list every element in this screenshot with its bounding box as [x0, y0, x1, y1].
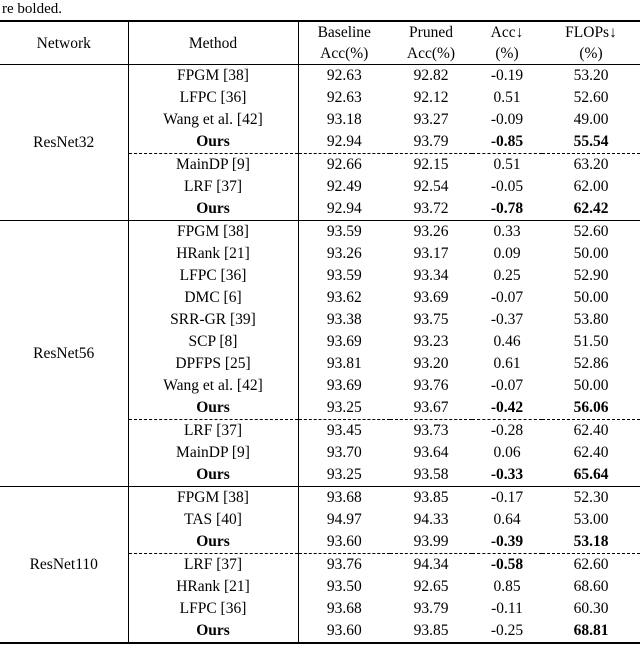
cell-baseline: 93.38: [326, 311, 362, 328]
cell-method: SRR-GR [39]: [128, 309, 298, 331]
header-flops-drop-unit: (%): [579, 45, 603, 62]
header-baseline-acc: Baseline: [317, 24, 371, 41]
cell-flops: 53.80: [573, 311, 609, 328]
cell-baseline: 92.94: [298, 131, 390, 154]
cell-flops: 56.06: [542, 397, 640, 420]
cell-pruned: 93.58: [413, 466, 449, 483]
cell-baseline: 93.59: [326, 267, 362, 284]
caption-text: re bolded.: [2, 1, 62, 17]
header-flops-drop: FLOPs↓: [565, 24, 617, 41]
cell-flops: 52.30: [573, 489, 609, 506]
network-group: [0, 487, 640, 644]
cell-baseline: 93.69: [326, 377, 362, 394]
cell-acc_drop: -0.37: [490, 311, 524, 328]
cell-pruned: 94.34: [413, 556, 449, 573]
cell-baseline: 93.68: [326, 489, 362, 506]
cell-pruned: 93.67: [390, 397, 472, 420]
network-group: [0, 65, 640, 221]
cell-pruned: 93.23: [413, 333, 449, 350]
cell-baseline: 93.69: [326, 333, 362, 350]
cell-flops: 62.42: [573, 200, 609, 217]
cell-pruned: 93.76: [413, 377, 449, 394]
cell-flops: 52.60: [573, 89, 609, 106]
cell-acc_drop: 0.09: [493, 245, 521, 262]
cell-pruned: 93.69: [413, 289, 449, 306]
cell-acc_drop: -0.58: [490, 556, 524, 573]
cell-acc_drop: 0.85: [493, 578, 521, 595]
cell-acc_drop: -0.39: [472, 531, 542, 554]
cell-pruned: 93.27: [413, 111, 449, 128]
cell-pruned: 92.12: [413, 89, 449, 106]
network-name: ResNet110: [0, 487, 128, 644]
cell-baseline: 93.25: [326, 466, 362, 483]
cell-method: Ours: [128, 531, 298, 554]
header-row-1: [0, 21, 640, 43]
cell-acc_drop: -0.07: [490, 377, 524, 394]
cell-method: LFPC [36]: [128, 265, 298, 287]
cell-baseline: 93.81: [326, 355, 362, 372]
cell-method: LRF [37]: [128, 176, 298, 198]
cell-baseline: 93.26: [326, 245, 362, 262]
cell-flops: 65.64: [573, 466, 609, 483]
cell-baseline: 93.62: [326, 289, 362, 306]
cell-baseline: 93.70: [326, 444, 362, 461]
cell-pruned: 93.75: [413, 311, 449, 328]
cell-method: LRF [37]: [128, 420, 298, 443]
network-name: ResNet56: [0, 221, 128, 487]
cell-pruned: 93.34: [413, 267, 449, 284]
cell-acc_drop: 0.46: [493, 333, 521, 350]
cell-flops: 52.90: [573, 267, 609, 284]
cell-acc_drop: -0.19: [490, 67, 524, 84]
cell-baseline: 92.94: [326, 200, 362, 217]
cell-method: FPGM [38]: [128, 487, 298, 510]
cell-baseline: 93.76: [326, 556, 362, 573]
cell-acc_drop: 0.51: [493, 156, 521, 173]
cell-baseline: 92.63: [326, 67, 362, 84]
cell-acc_drop: 0.33: [493, 223, 521, 240]
cell-flops: 53.18: [542, 531, 640, 554]
cell-baseline: 93.18: [326, 111, 362, 128]
cell-pruned: 92.82: [413, 67, 449, 84]
cell-pruned: 93.85: [413, 622, 449, 639]
network-group: [0, 221, 640, 487]
cell-flops: 62.60: [573, 556, 609, 573]
network-name: ResNet32: [0, 65, 128, 221]
cell-method: LFPC [36]: [128, 87, 298, 109]
cell-method: MainDP [9]: [128, 442, 298, 464]
cell-acc_drop: -0.07: [490, 289, 524, 306]
cell-method: FPGM [38]: [128, 65, 298, 88]
header-acc-drop: Acc↓: [490, 24, 524, 41]
table-header: [0, 21, 640, 65]
cell-method: Ours: [128, 464, 298, 487]
cell-flops: 52.60: [573, 223, 609, 240]
cell-baseline: 93.60: [298, 531, 390, 554]
cell-acc_drop: -0.11: [491, 600, 523, 617]
cell-method: Ours: [128, 198, 298, 221]
cell-flops: 53.20: [573, 67, 609, 84]
cell-acc_drop: -0.17: [490, 489, 524, 506]
cell-method: Ours: [128, 620, 298, 643]
cell-flops: 62.40: [573, 422, 609, 439]
cell-baseline: 92.49: [326, 178, 362, 195]
cell-method: HRank [21]: [128, 576, 298, 598]
cell-baseline: 92.66: [326, 156, 362, 173]
cell-method: MainDP [9]: [128, 154, 298, 177]
cell-acc_drop: -0.78: [490, 200, 524, 217]
cell-acc_drop: 0.61: [493, 355, 521, 372]
cell-acc_drop: 0.51: [493, 89, 521, 106]
results-table: [0, 20, 640, 644]
cell-pruned: 93.72: [413, 200, 449, 217]
cell-pruned: 93.64: [413, 444, 449, 461]
cell-method: LRF [37]: [128, 554, 298, 577]
cell-baseline: 93.25: [298, 397, 390, 420]
cell-pruned: 93.79: [390, 131, 472, 154]
cell-method: TAS [40]: [128, 509, 298, 531]
cell-method: Ours: [128, 397, 298, 420]
cell-method: FPGM [38]: [128, 221, 298, 244]
cell-pruned: 93.85: [413, 489, 449, 506]
cell-pruned: 92.15: [413, 156, 449, 173]
cell-method: SCP [8]: [128, 331, 298, 353]
header-pruned-acc: Pruned: [409, 24, 453, 41]
header-pruned-acc-unit: Acc(%): [406, 45, 456, 62]
cell-method: Wang et al. [42]: [128, 109, 298, 131]
cell-flops: 50.00: [573, 289, 609, 306]
cell-flops: 53.00: [573, 511, 609, 528]
table-row: [0, 487, 640, 510]
cell-pruned: 93.99: [390, 531, 472, 554]
cell-pruned: 93.73: [413, 422, 449, 439]
header-baseline-acc-unit: Acc(%): [320, 45, 369, 62]
cell-acc_drop: -0.05: [490, 178, 524, 195]
header-acc-drop-unit: (%): [495, 45, 519, 62]
cell-flops: 68.81: [573, 622, 609, 639]
cell-baseline: 93.59: [326, 223, 362, 240]
cell-method: Wang et al. [42]: [128, 375, 298, 397]
cell-method: DPFPS [25]: [128, 353, 298, 375]
cell-acc_drop: -0.33: [490, 466, 524, 483]
cell-pruned: 92.65: [413, 578, 449, 595]
cell-acc_drop: 0.25: [493, 267, 521, 284]
cell-baseline: 93.60: [326, 622, 362, 639]
cell-pruned: 93.20: [413, 355, 449, 372]
cell-method: DMC [6]: [128, 287, 298, 309]
cell-flops: 49.00: [573, 111, 609, 128]
cell-flops: 50.00: [573, 245, 609, 262]
cell-acc_drop: -0.42: [472, 397, 542, 420]
cell-flops: 63.20: [573, 156, 609, 173]
cell-baseline: 93.45: [326, 422, 362, 439]
cell-method: Ours: [128, 131, 298, 154]
table-row: [0, 65, 640, 88]
cell-flops: 52.86: [573, 355, 609, 372]
cell-acc_drop: -0.09: [490, 111, 524, 128]
cell-pruned: 92.54: [413, 178, 449, 195]
cell-flops: 62.40: [573, 444, 609, 461]
cell-flops: 60.30: [573, 600, 609, 617]
cell-acc_drop: 0.64: [493, 511, 521, 528]
cell-method: HRank [21]: [128, 243, 298, 265]
cell-pruned: 93.79: [413, 600, 449, 617]
table-row: [0, 221, 640, 244]
cell-acc_drop: -0.28: [490, 422, 524, 439]
cell-method: LFPC [36]: [128, 598, 298, 620]
cell-baseline: 94.97: [326, 511, 362, 528]
cell-pruned: 93.17: [413, 245, 449, 262]
cell-baseline: 93.50: [326, 578, 362, 595]
cell-flops: 68.60: [573, 578, 609, 595]
cell-flops: 62.00: [573, 178, 609, 195]
cell-pruned: 94.33: [413, 511, 449, 528]
cell-pruned: 93.26: [413, 223, 449, 240]
cell-flops: 55.54: [542, 131, 640, 154]
cell-flops: 50.00: [573, 377, 609, 394]
cell-flops: 51.50: [573, 333, 609, 350]
cell-baseline: 93.68: [326, 600, 362, 617]
cell-acc_drop: -0.85: [472, 131, 542, 154]
cell-acc_drop: -0.25: [490, 622, 524, 639]
cell-acc_drop: 0.06: [493, 444, 521, 461]
header-network: Network: [0, 21, 128, 65]
header-method: Method: [128, 21, 298, 65]
cell-baseline: 92.63: [326, 89, 362, 106]
